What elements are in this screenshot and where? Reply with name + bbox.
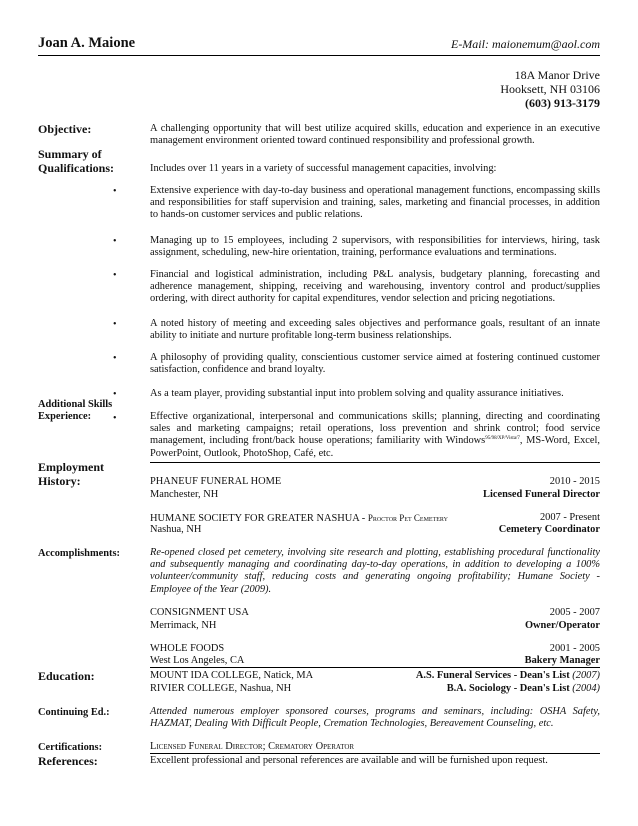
certifications-label: Certifications: [38, 742, 103, 753]
section-divider [150, 462, 600, 463]
address-line-1: 18A Manor Drive [514, 68, 600, 82]
summary-bullet-2: Managing up to 15 employees, including 2 supervisors, with responsibilities for interviews, hiring, task assignment, scheduling, new-hire orientation, training, performance evaluations and terminations. [150, 235, 600, 259]
references-label: References: [38, 754, 98, 768]
summary-label-line-2: Qualifications: [38, 161, 115, 175]
degree-year: (2007) [572, 670, 600, 681]
summary-label-line-1: Summary of [38, 147, 102, 161]
employment-label [38, 460, 104, 488]
section-divider [150, 667, 600, 668]
summary-bullet-4: A noted history of meeting and exceeding sales objectives and performance goals, resultant of an innate ability to initiate and nurture profitable long-term business relationships. [150, 318, 600, 342]
job-3-detail [150, 620, 600, 632]
bullet: • [113, 413, 117, 424]
degree [416, 670, 600, 682]
bullet: • [113, 270, 117, 281]
degree-year: (2004) [572, 683, 600, 694]
references-text: Excellent professional and personal references are available and will be furnished upon request. [150, 755, 548, 766]
bullet: • [113, 236, 117, 247]
degree-name: B.A. Sociology - Dean's List [446, 683, 573, 694]
continuing-ed-label: Continuing Ed.: [38, 707, 110, 718]
employer-division: Proctor Pet Cemetery [367, 513, 448, 523]
summary-bullet-1: Extensive experience with day-to-day business and operational management functions, encompassing skills and responsibilities for staff supervision and training, sales, marketing and financial processes, in addition to hands-on customer services and public relations. [150, 185, 600, 221]
objective-text: A challenging opportunity that will best utilize acquired skills, education and experience in an executive management environment oriented toward continued responsibility and professional growth. [150, 123, 600, 147]
bullet: • [113, 319, 117, 330]
degree-name: A.S. Funeral Services - Dean's List [415, 670, 573, 681]
summary-bullet-6: As a team player, providing substantial input into problem solving and quality assurance initiatives. [150, 388, 564, 399]
bullet: • [113, 186, 117, 197]
job-4-header [150, 643, 600, 655]
summary-bullet-3: Financial and logistical administration, including P&L analysis, budgetary planning, forecasting and adherence management, shipping, receiving and warehousing, inventory control and product/supplies ordering, with direct authority for capital expenditures, vendor selection and pricing negotiations. [150, 269, 600, 305]
job-title: Licensed Funeral Director [483, 489, 600, 500]
accomplishments-label: Accomplishments: [38, 548, 120, 559]
header-divider [38, 55, 600, 56]
additional-skills-label-line-1: Additional Skills [38, 399, 113, 410]
degree [447, 683, 600, 695]
continuing-ed-text: Attended numerous employer sponsored courses, programs and seminars, including: OSHA Safety, HAZMAT, Dealing With Difficult People, Cremation Technologies, Bereavement Counseling, etc. [150, 706, 600, 730]
windows-versions: 95/98/XP/Vista/7 [485, 436, 520, 442]
additional-skills-label [38, 399, 112, 423]
summary-label [38, 147, 114, 175]
candidate-name: Joan A. Maione [38, 35, 136, 51]
contact-address [500, 68, 600, 110]
job-dates: 2005 - 2007 [549, 607, 600, 618]
school: MOUNT IDA COLLEGE, Natick, MA [150, 670, 314, 681]
additional-skills-label-line-2: Experience: [38, 411, 92, 422]
job-1-detail [150, 489, 600, 501]
employment-label-line-1: Employment [38, 460, 104, 474]
job-dates: 2007 - Present [539, 512, 600, 523]
job-3-header [150, 607, 600, 619]
summary-intro: Includes over 11 years in a variety of successful management capacities, involving: [150, 163, 497, 174]
education-label: Education: [38, 669, 95, 683]
school: RIVIER COLLEGE, Nashua, NH [150, 683, 292, 694]
section-divider [150, 753, 600, 754]
bullet: • [113, 389, 117, 400]
bullet: • [113, 353, 117, 364]
accomplishments-text: Re-opened closed pet cemetery, involving site research and plotting, establishing procedural functionality and subsequently managing and coordinating day-to-day operations, in addition to developing a 100% volunteer/community staff, reducing costs and generating ongoing profitability; Humane Society - Employee of the Year (2009). [150, 547, 600, 595]
job-2-header [150, 512, 600, 524]
phone: (603) 913-3179 [525, 96, 600, 110]
job-employer: PHANEUF FUNERAL HOME [150, 476, 282, 487]
job-4-detail [150, 655, 600, 667]
employer-name: HUMANE SOCIETY FOR GREATER NASHUA - [150, 513, 368, 524]
job-employer: CONSIGNMENT USA [150, 607, 249, 618]
employment-label-line-2: History: [38, 474, 81, 488]
job-2-detail [150, 524, 600, 536]
job-1-header [150, 476, 600, 488]
additional-skills-text [150, 411, 600, 460]
job-title: Cemetery Coordinator [498, 524, 600, 535]
email: E-Mail: maionemum@aol.com [450, 37, 600, 51]
certifications-text: Licensed Funeral Director; Crematory Operator [150, 741, 355, 752]
address-line-2: Hooksett, NH 03106 [500, 82, 600, 96]
job-employer: WHOLE FOODS [150, 643, 225, 654]
objective-label: Objective: [38, 122, 92, 136]
education-row-1 [150, 670, 600, 682]
job-location: Nashua, NH [150, 524, 202, 535]
job-dates: 2010 - 2015 [549, 476, 600, 487]
job-title: Owner/Operator [524, 620, 600, 631]
job-location: Merrimack, NH [150, 620, 217, 631]
skills-text-part-1: Effective organizational, interpersonal and communications skills; planning, directing and coordinating sales and marketing campaigns; retail operations, loss prevention and shrink control; food service management, including front/back house operations; familiarity with Windows [150, 411, 600, 447]
job-location: Manchester, NH [150, 489, 219, 500]
job-dates: 2001 - 2005 [549, 643, 600, 654]
education-row-2 [150, 683, 600, 695]
summary-bullet-5: A philosophy of providing quality, conscientious customer service aimed at fostering continued customer satisfaction, confidence and brand loyalty. [150, 352, 600, 376]
job-location: West Los Angeles, CA [150, 655, 245, 666]
job-title: Bakery Manager [524, 655, 600, 666]
skills-text-part-2: , MS-Word, Excel, PowerPoint, Outlook, PhotoShop, Café, etc. [150, 435, 600, 459]
